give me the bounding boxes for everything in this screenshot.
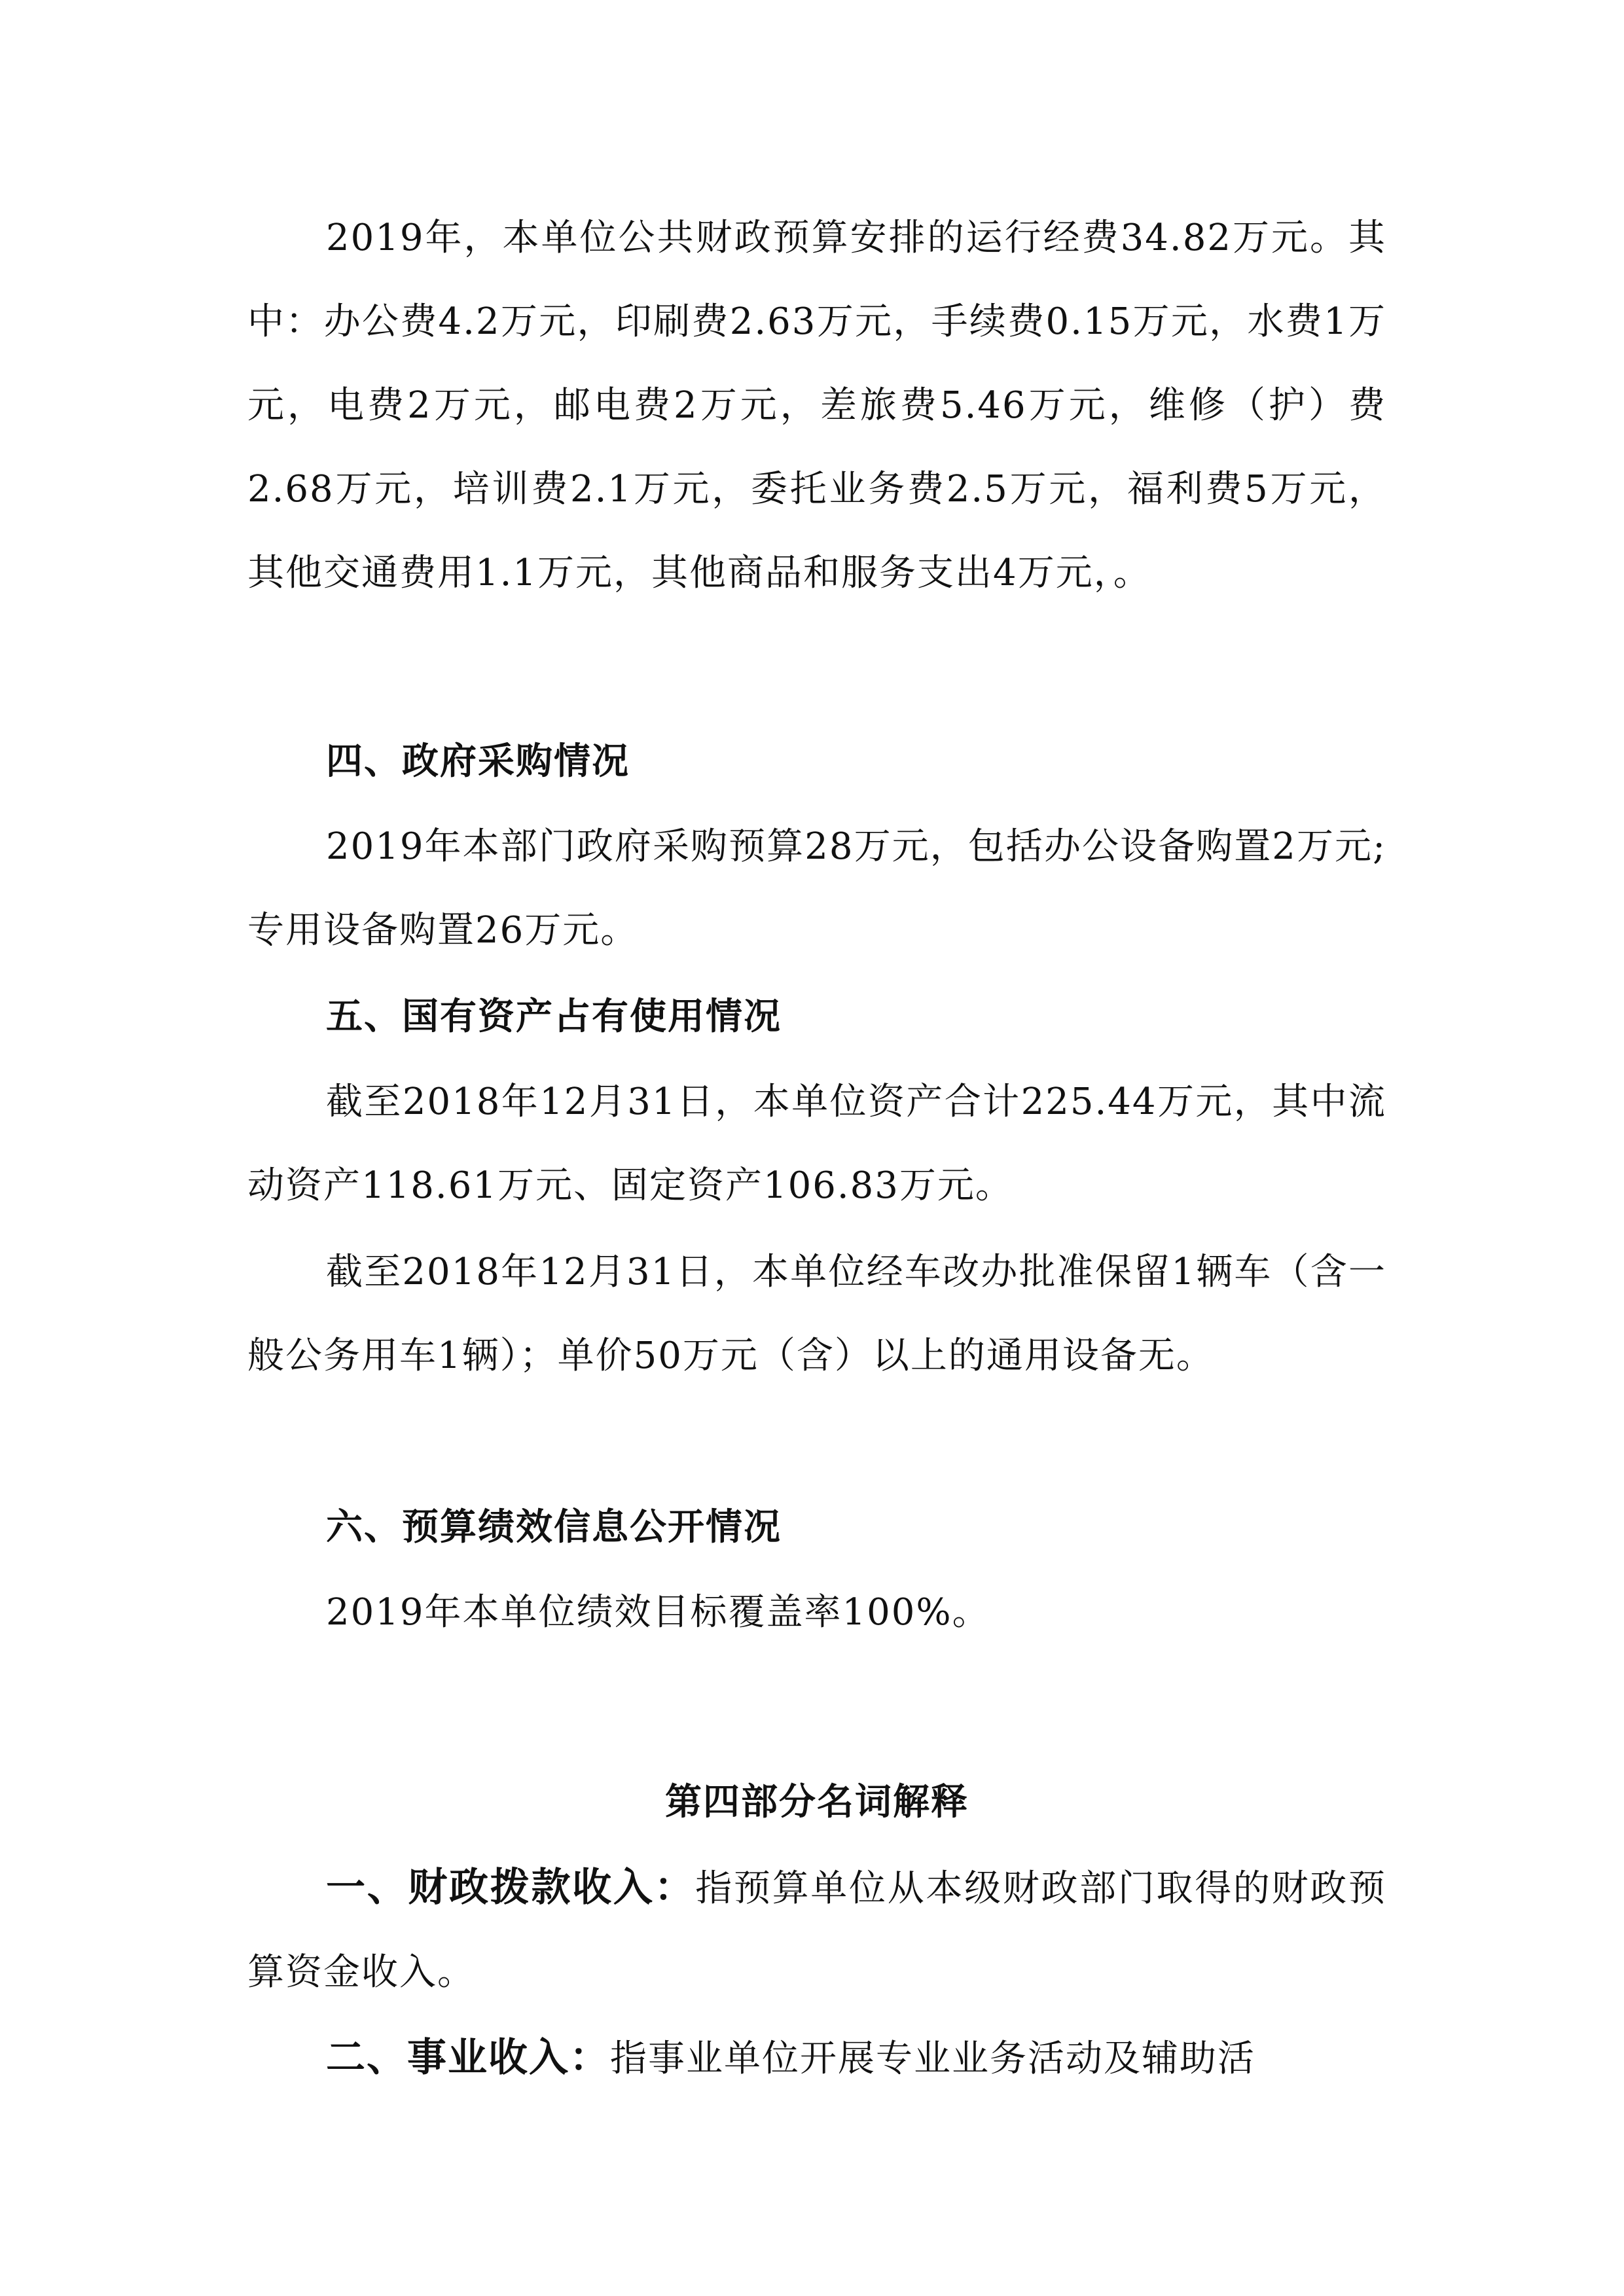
government-procurement-paragraph: 2019年本部门政府采购预算28万元，包括办公设备购置2万元;专用设备购置26万元。 bbox=[247, 825, 1386, 952]
section-heading-performance-info: 六、预算绩效信息公开情况 bbox=[326, 1506, 782, 1549]
section-heading-government-procurement: 四、政府采购情况 bbox=[326, 740, 630, 783]
state-assets-paragraph: 截至2018年12月31日，本单位资产合计225.44万元，其中流动资产118.61万元、固定资产106.83万元。 bbox=[247, 1081, 1386, 1207]
definition-fiscal-appropriation: 指预算单位从本级财政部门取得的财政预算资金收入。 bbox=[247, 1867, 1387, 1994]
definition-business-income: 指事业单位开展专业业务活动及辅助活 bbox=[610, 2037, 1255, 2080]
section-heading-state-assets: 五、国有资产占有使用情况 bbox=[326, 996, 782, 1038]
term-business-income: 二、事业收入： bbox=[326, 2035, 610, 2081]
term-fiscal-appropriation: 一、财政拨款收入： bbox=[326, 1865, 696, 1910]
operating-funds-paragraph: 2019年，本单位公共财政预算安排的运行经费34.82万元。其中：办公费4.2万元，印刷费2.63万元，手续费0.15万元，水费1万元，电费2万元，邮电费2万元，差旅费5.46万元，维修（护）费2.68万元，培训费2.1万元，委托业务费2.5万元，福利费5万元，其他交通费用1.1万元，其他商品和服务支出4万元，。 bbox=[247, 217, 1386, 594]
performance-coverage-paragraph: 2019年本单位绩效目标覆盖率100%。 bbox=[326, 1591, 990, 1634]
part-four-title: 第四部分名词解释 bbox=[665, 1781, 969, 1823]
term-definition-business-income bbox=[247, 2016, 1386, 2101]
term-definition-fiscal-appropriation bbox=[247, 1846, 1386, 2015]
vehicles-equipment-paragraph: 截至2018年12月31日，本单位经车改办批准保留1辆车（含一般公务用车1辆）；单价50万元（含）以上的通用设备无。 bbox=[247, 1251, 1386, 1377]
